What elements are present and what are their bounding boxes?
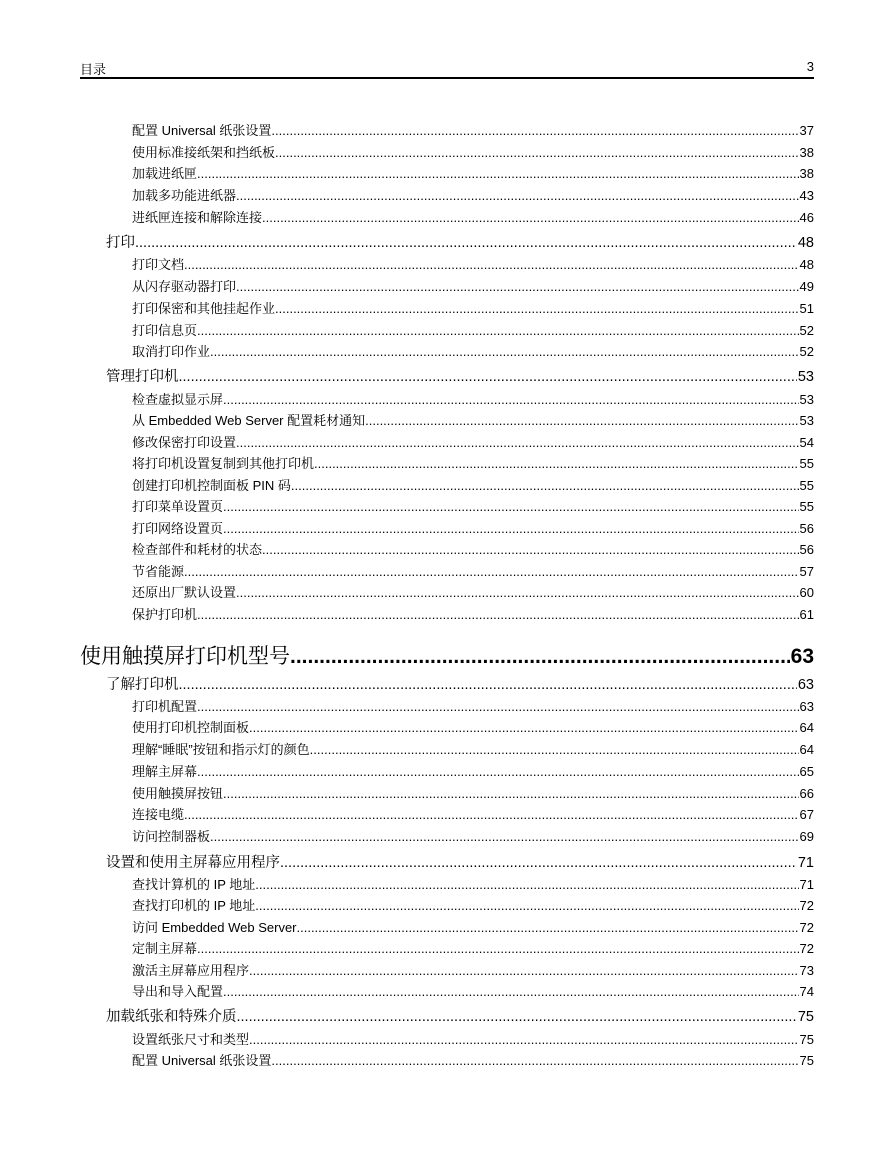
toc-entry-page: 71 bbox=[797, 855, 814, 871]
toc-entry[interactable] bbox=[132, 254, 814, 273]
toc-entry[interactable] bbox=[132, 120, 814, 139]
toc-entry-page: 65 bbox=[799, 764, 814, 779]
toc-entry-page: 52 bbox=[799, 344, 814, 359]
toc-entry[interactable] bbox=[132, 163, 814, 182]
toc-leader-dots bbox=[236, 435, 799, 450]
toc-leader-dots bbox=[184, 564, 799, 579]
toc-entry-page: 54 bbox=[799, 435, 814, 450]
toc-entry-title: 打印机配置 bbox=[132, 699, 198, 714]
toc-leader-dots bbox=[262, 210, 799, 225]
toc-entry-title: 使用触摸屏打印机型号 bbox=[80, 645, 290, 668]
toc-entry-page: 69 bbox=[799, 829, 814, 844]
toc-entry[interactable] bbox=[132, 1029, 814, 1048]
toc-entry-title: 还原出厂默认设置 bbox=[132, 585, 237, 600]
toc-entry-page: 55 bbox=[799, 478, 814, 493]
toc-entry-title: 进纸匣连接和解除连接 bbox=[132, 210, 263, 225]
toc-leader-dots bbox=[291, 478, 799, 493]
toc-entry-page: 64 bbox=[799, 720, 814, 735]
toc-entry[interactable] bbox=[132, 604, 814, 623]
toc-entry-title: 打印信息页 bbox=[132, 323, 198, 338]
toc-leader-dots bbox=[280, 855, 797, 871]
toc-leader-dots bbox=[236, 188, 799, 203]
toc-entry-title: 加载多功能进纸器 bbox=[132, 188, 237, 203]
toc-entry-title: 打印保密和其他挂起作业 bbox=[132, 301, 276, 316]
toc-entry[interactable] bbox=[106, 1005, 814, 1026]
toc-entry[interactable] bbox=[132, 960, 814, 979]
header-page-number: 3 bbox=[806, 59, 814, 74]
toc-entry-page: 67 bbox=[799, 807, 814, 822]
toc-entry-title: 激活主屏幕应用程序 bbox=[132, 963, 250, 978]
toc-entry[interactable] bbox=[106, 851, 814, 872]
toc-leader-dots bbox=[179, 369, 797, 385]
toc-entry-title: 取消打印作业 bbox=[132, 344, 211, 359]
toc-entry[interactable] bbox=[132, 142, 814, 161]
toc-entry-page: 75 bbox=[799, 1053, 814, 1068]
toc-leader-dots bbox=[249, 720, 799, 735]
toc-entry[interactable] bbox=[106, 673, 814, 694]
toc-leader-dots bbox=[184, 257, 799, 272]
toc-entry[interactable] bbox=[132, 783, 814, 802]
toc-entry-title: 保护打印机 bbox=[132, 607, 198, 622]
toc-entry-page: 38 bbox=[799, 166, 814, 181]
toc-entry-title: 使用打印机控制面板 bbox=[132, 720, 250, 735]
toc-entry-page: 75 bbox=[799, 1032, 814, 1047]
toc-entry[interactable] bbox=[132, 298, 814, 317]
toc-leader-dots bbox=[223, 392, 799, 407]
toc-leader-dots bbox=[314, 456, 799, 471]
toc-entry[interactable] bbox=[132, 938, 814, 957]
toc-entry[interactable] bbox=[132, 981, 814, 1000]
toc-leader-dots bbox=[135, 235, 797, 251]
toc-leader-dots bbox=[262, 542, 799, 557]
toc-entry-title: 将打印机设置复制到其他打印机 bbox=[132, 456, 315, 471]
toc-leader-dots bbox=[275, 145, 799, 160]
toc-entry[interactable] bbox=[132, 320, 814, 339]
toc-entry[interactable] bbox=[132, 895, 814, 914]
toc-leader-dots bbox=[236, 585, 799, 600]
toc-entry-title: 打印网络设置页 bbox=[132, 521, 224, 536]
toc-entry-page: 63 bbox=[797, 677, 814, 693]
toc-entry-page: 48 bbox=[797, 235, 814, 251]
toc-leader-dots bbox=[236, 279, 799, 294]
toc-entry-title: 导出和导入配置 bbox=[132, 984, 224, 999]
toc-leader-dots bbox=[255, 898, 798, 913]
toc-entry-page: 75 bbox=[797, 1009, 814, 1025]
toc-entry-title: 理解主屏幕 bbox=[132, 764, 198, 779]
toc-entry-title: 访问 Embedded Web Server bbox=[132, 920, 297, 935]
toc-leader-dots bbox=[223, 984, 799, 999]
toc-entry[interactable] bbox=[80, 640, 814, 670]
toc-entry[interactable] bbox=[132, 696, 814, 715]
toc-entry-page: 63 bbox=[799, 699, 814, 714]
toc-entry-title: 使用触摸屏按钮 bbox=[132, 786, 224, 801]
toc-entry-title: 从闪存驱动器打印 bbox=[132, 279, 237, 294]
toc-leader-dots bbox=[249, 963, 799, 978]
toc-entry-page: 56 bbox=[799, 542, 814, 557]
toc-leader-dots bbox=[197, 166, 799, 181]
toc-entry-page: 49 bbox=[799, 279, 814, 294]
page-header bbox=[80, 57, 814, 79]
toc-entry[interactable] bbox=[132, 739, 814, 758]
toc-entry[interactable] bbox=[132, 826, 814, 845]
toc-entry-title: 管理打印机 bbox=[106, 369, 179, 385]
toc-entry-title: 理解“睡眠”按钮和指示灯的颜色 bbox=[132, 742, 310, 757]
toc-entry-title: 修改保密打印设置 bbox=[132, 435, 237, 450]
toc-entry[interactable] bbox=[132, 804, 814, 823]
toc-entry-page: 48 bbox=[799, 257, 814, 272]
toc-entry[interactable] bbox=[132, 582, 814, 601]
toc-leader-dots bbox=[210, 344, 799, 359]
toc-leader-dots bbox=[365, 413, 798, 428]
toc-entry-page: 66 bbox=[799, 786, 814, 801]
toc-entry-title: 加载进纸匣 bbox=[132, 166, 198, 181]
toc-entry-page: 53 bbox=[799, 392, 814, 407]
header-section-title: 目录 bbox=[80, 62, 107, 77]
toc-leader-dots bbox=[210, 829, 799, 844]
toc-entry[interactable] bbox=[132, 1050, 814, 1069]
toc-entry-page: 53 bbox=[799, 413, 814, 428]
toc-leader-dots bbox=[179, 677, 797, 693]
toc-entry-page: 38 bbox=[799, 145, 814, 160]
toc-leader-dots bbox=[255, 877, 798, 892]
toc-leader-dots bbox=[271, 123, 798, 138]
toc-leader-dots bbox=[197, 699, 799, 714]
toc-entry[interactable] bbox=[132, 874, 814, 893]
toc-leader-dots bbox=[197, 607, 799, 622]
toc-leader-dots bbox=[197, 764, 799, 779]
toc-leader-dots bbox=[249, 1032, 799, 1047]
toc-entry-title: 设置和使用主屏幕应用程序 bbox=[106, 855, 280, 871]
toc-entry[interactable] bbox=[132, 389, 814, 408]
toc-entry-page: 72 bbox=[799, 898, 814, 913]
toc-leader-dots bbox=[275, 301, 799, 316]
toc-entry-title: 创建打印机控制面板 PIN 码 bbox=[132, 478, 291, 493]
toc-leader-dots bbox=[290, 645, 790, 669]
toc-entry-page: 43 bbox=[799, 188, 814, 203]
toc-entry-page: 64 bbox=[799, 742, 814, 757]
toc-entry[interactable] bbox=[132, 475, 814, 494]
toc-leader-dots bbox=[223, 499, 799, 514]
toc-entry[interactable] bbox=[106, 231, 814, 252]
toc-entry-title: 配置 Universal 纸张设置 bbox=[132, 123, 272, 138]
toc-entry-title: 使用标准接纸架和挡纸板 bbox=[132, 145, 276, 160]
toc-entry-page: 53 bbox=[797, 369, 814, 385]
toc-leader-dots bbox=[310, 742, 799, 757]
toc-entry-title: 节省能源 bbox=[132, 564, 185, 579]
toc-entry-page: 72 bbox=[799, 920, 814, 935]
toc-entry[interactable] bbox=[132, 561, 814, 580]
toc-entry-page: 55 bbox=[799, 456, 814, 471]
toc-leader-dots bbox=[223, 521, 799, 536]
toc-entry[interactable] bbox=[132, 539, 814, 558]
toc-entry[interactable] bbox=[132, 717, 814, 736]
toc-entry[interactable] bbox=[132, 410, 814, 429]
toc-leader-dots bbox=[237, 1009, 797, 1025]
toc-entry-title: 检查虚拟显示屏 bbox=[132, 392, 224, 407]
toc-entry-title: 加载纸张和特殊介质 bbox=[106, 1009, 237, 1025]
toc-leader-dots bbox=[223, 786, 799, 801]
toc-leader-dots bbox=[297, 920, 799, 935]
toc-entry-page: 55 bbox=[799, 499, 814, 514]
toc-entry-page: 56 bbox=[799, 521, 814, 536]
toc-entry-title: 查找打印机的 IP 地址 bbox=[132, 898, 256, 913]
toc-entry-title: 打印 bbox=[106, 235, 135, 251]
toc-entry[interactable] bbox=[132, 432, 814, 451]
toc-entry-page: 72 bbox=[799, 941, 814, 956]
toc-entry-page: 46 bbox=[799, 210, 814, 225]
toc-leader-dots bbox=[197, 323, 799, 338]
toc-entry-title: 定制主屏幕 bbox=[132, 941, 198, 956]
toc-entry[interactable] bbox=[132, 518, 814, 537]
toc-entry[interactable] bbox=[132, 276, 814, 295]
toc-entry-title: 连接电缆 bbox=[132, 807, 185, 822]
toc-entry-page: 74 bbox=[799, 984, 814, 999]
toc-entry-page: 73 bbox=[799, 963, 814, 978]
toc-entry-title: 配置 Universal 纸张设置 bbox=[132, 1053, 272, 1068]
toc-entry-page: 60 bbox=[799, 585, 814, 600]
toc-entry-page: 63 bbox=[790, 645, 814, 668]
toc-entry-page: 71 bbox=[799, 877, 814, 892]
toc-entry-page: 37 bbox=[799, 123, 814, 138]
toc-entry-title: 从 Embedded Web Server 配置耗材通知 bbox=[132, 413, 366, 428]
toc-entry[interactable] bbox=[132, 341, 814, 360]
toc-entry[interactable] bbox=[106, 365, 814, 386]
toc-entry[interactable] bbox=[132, 207, 814, 226]
toc-entry-title: 查找计算机的 IP 地址 bbox=[132, 877, 256, 892]
toc-entry[interactable] bbox=[132, 761, 814, 780]
toc-entry-page: 57 bbox=[799, 564, 814, 579]
toc-entry[interactable] bbox=[132, 496, 814, 515]
toc-entry-title: 检查部件和耗材的状态 bbox=[132, 542, 263, 557]
toc-entry-title: 访问控制器板 bbox=[132, 829, 211, 844]
toc-leader-dots bbox=[184, 807, 799, 822]
toc-leader-dots bbox=[197, 941, 799, 956]
toc-entry-page: 51 bbox=[799, 301, 814, 316]
toc-entry[interactable] bbox=[132, 917, 814, 936]
toc-entry[interactable] bbox=[132, 453, 814, 472]
toc-entry-title: 打印文档 bbox=[132, 257, 185, 272]
toc-entry-page: 52 bbox=[799, 323, 814, 338]
toc-entry-title: 设置纸张尺寸和类型 bbox=[132, 1032, 250, 1047]
toc-entry[interactable] bbox=[132, 185, 814, 204]
toc-entry-page: 61 bbox=[799, 607, 814, 622]
toc-entry-title: 了解打印机 bbox=[106, 677, 179, 693]
toc-entry-title: 打印菜单设置页 bbox=[132, 499, 224, 514]
toc-leader-dots bbox=[271, 1053, 798, 1068]
